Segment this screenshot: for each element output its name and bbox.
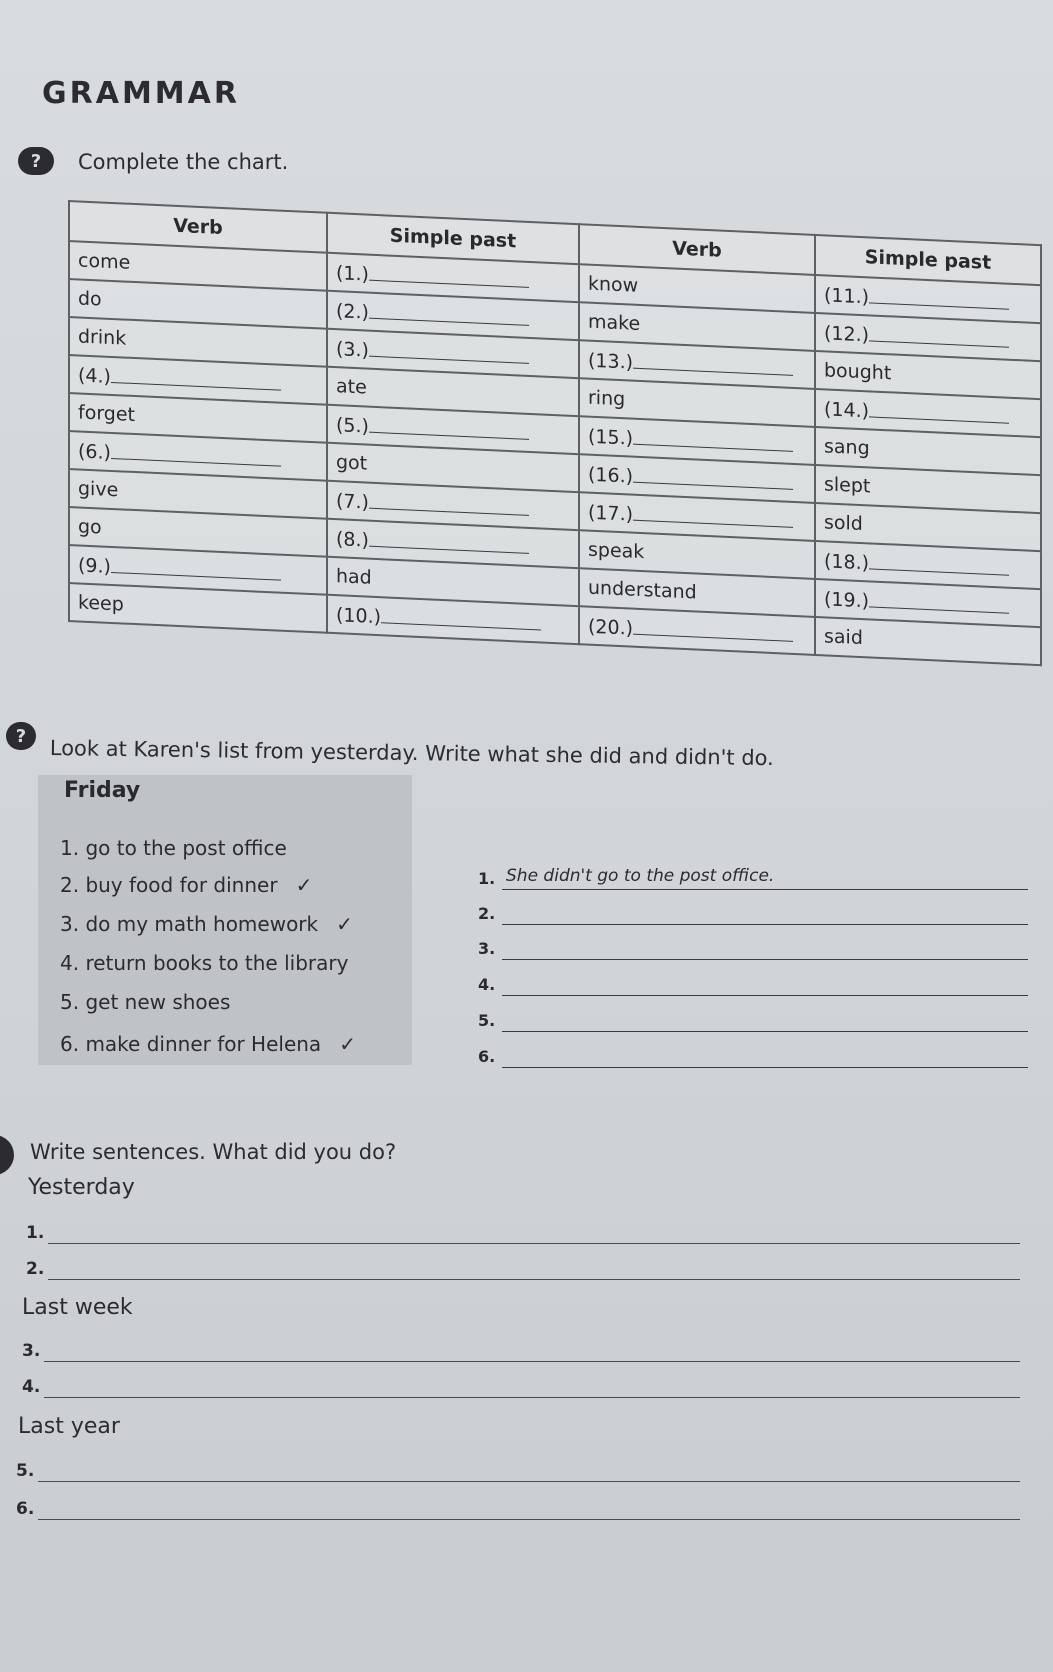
list-item — [60, 836, 305, 860]
verb-table — [68, 200, 1042, 666]
exercise-2-instruction: Look at Karen's list from yesterday. Write what she did and didn't do. — [49, 736, 774, 771]
blank-number: (8.) — [336, 528, 369, 552]
verb-table-body — [69, 241, 1041, 665]
blank-number: (19.) — [824, 588, 870, 613]
group-label-last-week: Last week — [22, 1295, 133, 1320]
list-item-text: 4. return books to the library — [60, 951, 349, 975]
sentence-row[interactable] — [26, 1252, 1020, 1282]
blank-line[interactable] — [111, 440, 281, 467]
blank-number: (18.) — [824, 550, 870, 575]
verb-form: know — [588, 272, 639, 297]
answer-line[interactable] — [502, 1067, 1028, 1068]
sentence-line[interactable] — [38, 1481, 1020, 1482]
blank-line[interactable] — [869, 550, 1009, 575]
verb-form: keep — [78, 591, 124, 616]
sentence-row[interactable] — [26, 1216, 1020, 1246]
verb-form: go — [78, 515, 102, 539]
blank-line[interactable] — [369, 300, 529, 326]
answer-row[interactable] — [478, 1040, 1028, 1070]
blank-line[interactable] — [869, 398, 1009, 423]
sentence-row[interactable] — [16, 1492, 1020, 1522]
header-verb-1: Verb — [69, 201, 327, 253]
answer-number: 3. — [478, 939, 496, 958]
list-item-text: 3. do my math homework — [60, 912, 319, 936]
blank-number: (6.) — [78, 440, 111, 464]
list-day: Friday — [64, 778, 141, 803]
blank-line[interactable] — [869, 322, 1009, 347]
sentence-line[interactable] — [44, 1361, 1020, 1362]
exercise-3-badge — [0, 1135, 14, 1175]
verb-form: give — [78, 477, 119, 502]
sentence-row[interactable] — [22, 1334, 1020, 1364]
header-verb-2: Verb — [579, 224, 815, 275]
blank-line[interactable] — [869, 588, 1009, 613]
blank-line[interactable] — [369, 262, 529, 288]
sentence-line[interactable] — [44, 1397, 1020, 1398]
verb-form: sold — [824, 511, 863, 536]
verb-form: sang — [824, 435, 870, 460]
sentence-number: 3. — [22, 1341, 41, 1361]
sentence-number: 2. — [26, 1259, 45, 1279]
blank-number: (1.) — [336, 262, 369, 286]
blank-line[interactable] — [369, 338, 529, 364]
sentence-line[interactable] — [38, 1519, 1020, 1520]
sentence-number: 1. — [26, 1223, 45, 1243]
answer-row — [478, 862, 1028, 892]
page-title: GRAMMAR — [42, 76, 240, 111]
blank-number: (3.) — [336, 338, 369, 362]
verb-form: said — [824, 625, 863, 650]
blank-number: (10.) — [336, 604, 382, 629]
blank-number: (16.) — [588, 463, 634, 488]
sentence-row[interactable] — [16, 1454, 1020, 1484]
sentence-row[interactable] — [22, 1370, 1020, 1400]
exercise-3-instruction: Write sentences. What did you do? — [30, 1140, 397, 1164]
blank-line[interactable] — [633, 502, 793, 528]
sentence-line[interactable] — [48, 1243, 1020, 1244]
answer-number: 2. — [478, 904, 496, 923]
blank-line[interactable] — [111, 364, 281, 391]
verb-form: make — [588, 310, 641, 335]
list-item-text: 6. make dinner for Helena — [60, 1032, 322, 1056]
blank-number: (4.) — [78, 364, 111, 388]
check-icon: ✓ — [336, 912, 353, 936]
answer-row[interactable] — [478, 968, 1028, 998]
exercise-1-badge: ? — [18, 147, 54, 175]
blank-number: (13.) — [588, 349, 634, 374]
verb-form: slept — [824, 473, 871, 498]
answer-number: 6. — [478, 1047, 496, 1066]
answer-row[interactable] — [478, 1004, 1028, 1034]
sentence-number: 4. — [22, 1377, 41, 1397]
blank-number: (15.) — [588, 425, 634, 450]
blank-line[interactable] — [369, 490, 529, 516]
blank-line[interactable] — [111, 554, 281, 581]
exercise-2-badge: ? — [6, 722, 36, 750]
sentence-number: 6. — [16, 1499, 35, 1519]
sentence-line[interactable] — [48, 1279, 1020, 1280]
answer-line[interactable] — [502, 995, 1028, 996]
group-label-yesterday: Yesterday — [28, 1175, 135, 1200]
verb-form: ate — [336, 375, 367, 399]
answer-row[interactable] — [478, 897, 1028, 927]
verb-form: drink — [78, 325, 127, 350]
blank-number: (2.) — [336, 300, 369, 324]
answer-line — [502, 889, 1028, 890]
verb-form: do — [78, 287, 102, 311]
verb-form: ring — [588, 386, 626, 411]
blank-number: (14.) — [824, 398, 870, 423]
answer-line[interactable] — [502, 959, 1028, 960]
answer-line[interactable] — [502, 1031, 1028, 1032]
verb-form: come — [78, 249, 131, 274]
verb-form: bought — [824, 359, 892, 385]
list-item-text: 2. buy food for dinner — [60, 873, 278, 897]
verb-form: had — [336, 565, 372, 589]
list-item-text: 5. get new shoes — [60, 990, 231, 1014]
list-item — [60, 990, 248, 1014]
verb-form: forget — [78, 401, 135, 427]
list-item — [60, 912, 353, 936]
answer-number: 4. — [478, 975, 496, 994]
blank-line[interactable] — [869, 284, 1009, 309]
blank-number: (9.) — [78, 554, 111, 578]
blank-number: (12.) — [824, 322, 870, 347]
verb-chart — [68, 200, 1040, 714]
blank-line[interactable] — [633, 616, 793, 642]
blank-number: (17.) — [588, 501, 634, 526]
blank-line[interactable] — [381, 604, 541, 630]
answer-number: 1. — [478, 869, 496, 888]
blank-number: (5.) — [336, 414, 369, 438]
answer-text: She didn't go to the post office. — [506, 866, 775, 886]
group-label-last-year: Last year — [18, 1414, 120, 1439]
check-icon: ✓ — [339, 1032, 356, 1056]
blank-line[interactable] — [369, 414, 529, 440]
blank-number: (20.) — [588, 615, 634, 640]
blank-line[interactable] — [633, 350, 793, 376]
header-simple-past-1: Simple past — [327, 213, 579, 264]
answer-line[interactable] — [502, 924, 1028, 925]
list-item — [60, 951, 366, 975]
header-simple-past-2: Simple past — [815, 235, 1041, 285]
check-icon: ✓ — [295, 873, 313, 897]
list-item — [60, 1032, 356, 1056]
verb-form: speak — [588, 538, 645, 564]
answer-row[interactable] — [478, 932, 1028, 962]
list-item — [60, 873, 312, 897]
answer-number: 5. — [478, 1011, 496, 1030]
blank-line[interactable] — [369, 528, 529, 554]
blank-number: (7.) — [336, 490, 369, 514]
verb-form: got — [336, 451, 368, 475]
blank-number: (11.) — [824, 284, 870, 309]
blank-line[interactable] — [633, 426, 793, 452]
verb-form: understand — [588, 576, 697, 604]
list-item-text: 1. go to the post office — [60, 836, 287, 860]
sentence-number: 5. — [16, 1461, 35, 1481]
exercise-1-instruction: Complete the chart. — [78, 150, 289, 174]
blank-line[interactable] — [633, 464, 793, 490]
